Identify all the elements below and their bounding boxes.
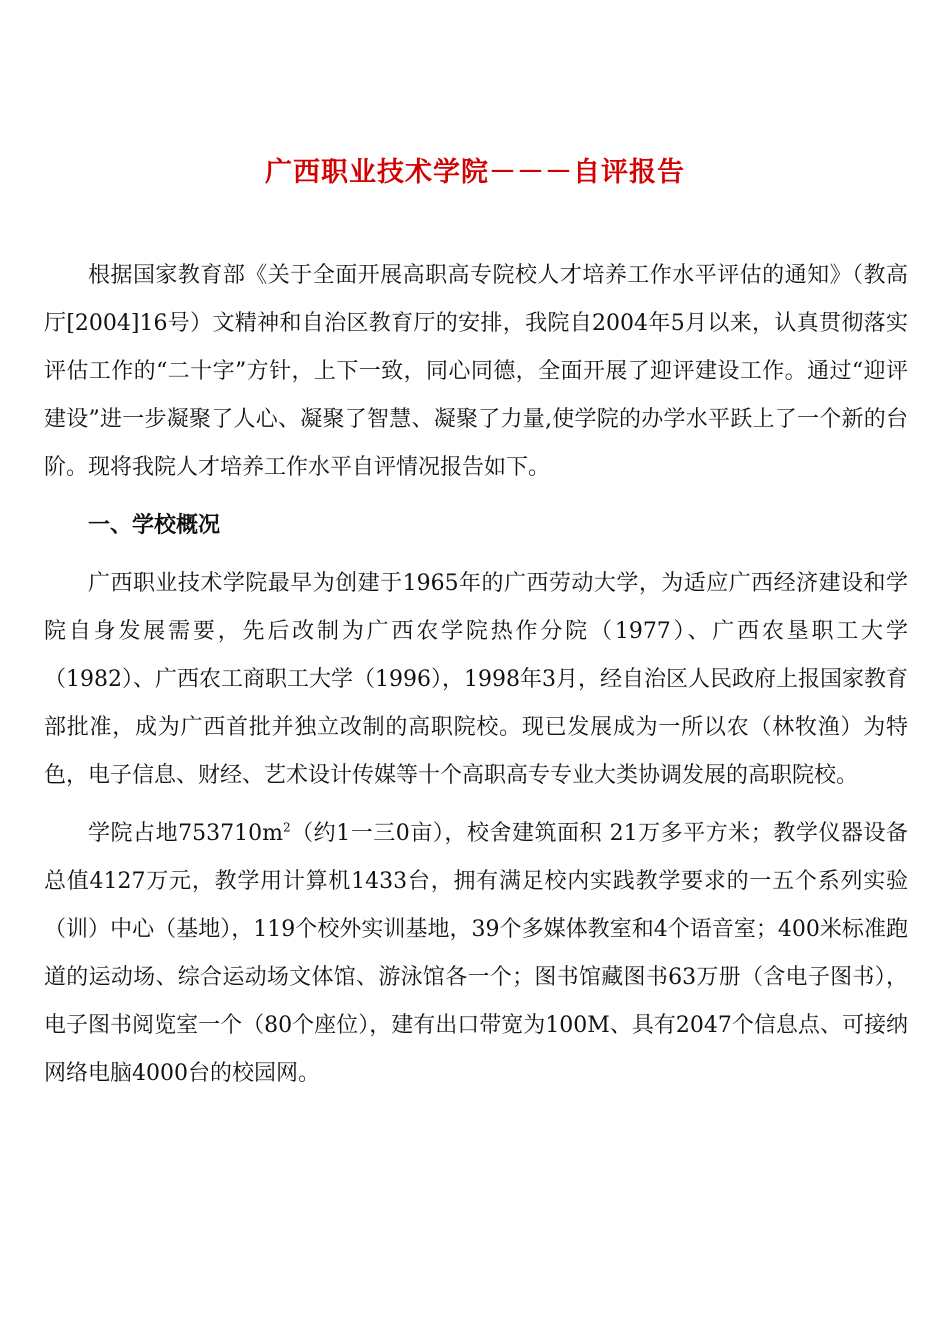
facilities-text-rest: （约1一三0亩），校舍建筑面积 21万多平方米；教学仪器设备总值4127万元，教学用计算机1433台，拥有满足校内实践教学要求的一五个系列实验（训）中心（基地），119个校外实训基地，39个多媒体教室和4个语音室；400米标准跑道的运动场、综合运动场文体馆、游泳馆各一个；图书馆藏图书63万册（含电子图书），电子图书阅览室一个（80个座位），建有出口带宽为100M、具有2047个信息点、可接纳网络电脑4000台的校园网。 [44, 821, 908, 1086]
facilities-text-start: 学院占地753710m [88, 821, 283, 846]
facilities-paragraph [44, 810, 908, 1098]
section-heading-school-overview: 一、学校概况 [88, 513, 221, 538]
document-title: 广西职业技术学院－－－自评报告 [265, 157, 685, 188]
intro-paragraph: 根据国家教育部《关于全面开展高职高专院校人才培养工作水平评估的通知》（教高厅[2004]16号）文精神和自治区教育厅的安排，我院自2004年5月以来，认真贯彻落实评估工作的“二十字”方针，上下一致，同心同德，全面开展了迎评建设工作。通过“迎评建设”进一步凝聚了人心、凝聚了智慧、凝聚了力量,使学院的办学水平跃上了一个新的台阶。现将我院人才培养工作水平自评情况报告如下。 [44, 263, 908, 480]
history-paragraph: 广西职业技术学院最早为创建于1965年的广西劳动大学，为适应广西经济建设和学院自身发展需要，先后改制为广西农学院热作分院（1977）、广西农垦职工大学（1982）、广西农工商职工大学（1996），1998年3月，经自治区人民政府上报国家教育部批准，成为广西首批并独立改制的高职院校。现已发展成为一所以农（林牧渔）为特色，电子信息、财经、艺术设计传媒等十个高职高专专业大类协调发展的高职院校。 [44, 571, 908, 788]
area-unit-superscript: 2 [282, 820, 291, 835]
document-body [44, 252, 908, 1108]
